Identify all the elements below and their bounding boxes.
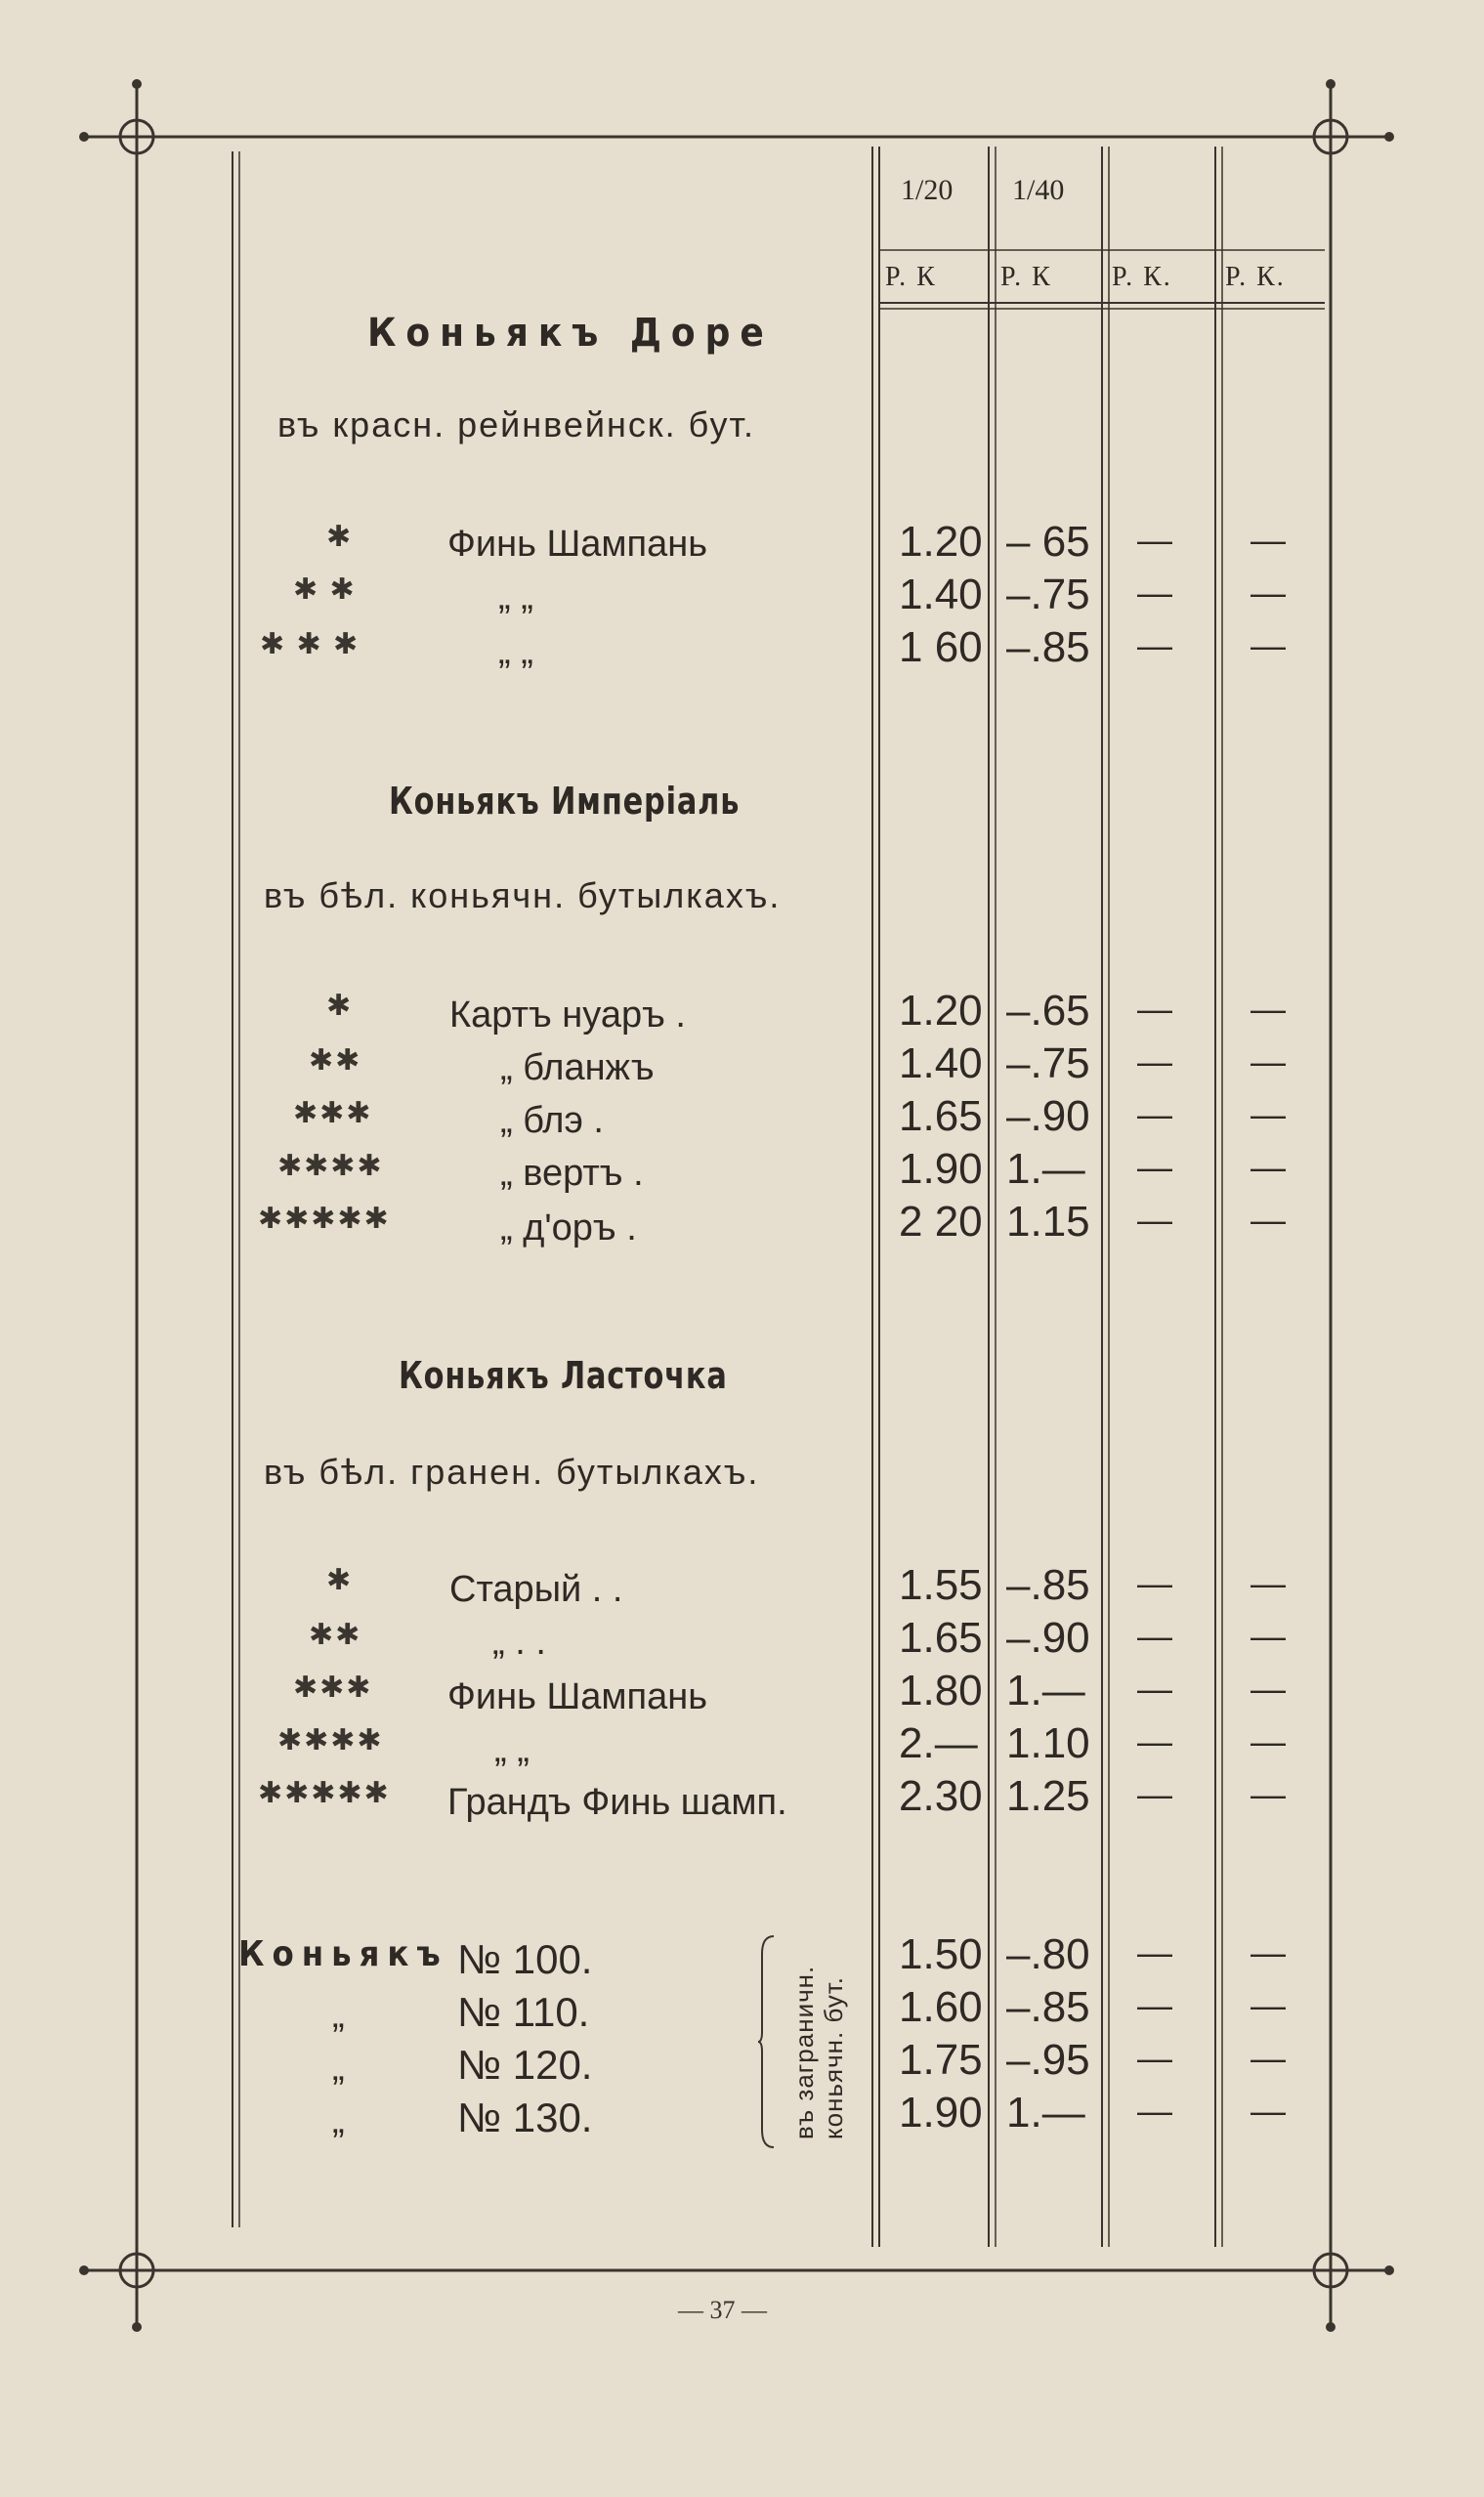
price-1-40: –.80 (1006, 1930, 1090, 1978)
price-1-40: 1.— (1006, 1667, 1085, 1714)
item-name: „ блэ . (500, 1100, 604, 1141)
price-1-40: 1.— (1006, 1145, 1085, 1193)
ditto-mark: „ (332, 2048, 345, 2089)
item-name: „ д'оръ . (500, 1207, 637, 1248)
stars: ✱ (326, 990, 354, 1022)
price-1-20: 1 60 (899, 623, 983, 671)
price-1-40: –.95 (1006, 2036, 1090, 2084)
price-col3: — (1137, 1932, 1172, 1972)
col4-units: Р. К. (1225, 262, 1286, 292)
number-item: № 130. (457, 2095, 593, 2140)
price-col4: — (1251, 1200, 1286, 1240)
section-subtitle: въ красн. рейнвейнск. бут. (277, 404, 755, 444)
col2-units: Р. К (1000, 262, 1052, 292)
price-col3: — (1137, 520, 1172, 560)
col1-fraction: 1/20 (901, 174, 954, 206)
price-col4: — (1251, 1094, 1286, 1134)
price-1-20: 2.30 (899, 1772, 983, 1820)
price-col4: — (1251, 989, 1286, 1029)
item-name: „ вертъ . (500, 1153, 644, 1194)
price-col3: — (1137, 625, 1172, 665)
price-1-20: 1.55 (899, 1561, 983, 1609)
price-col4: — (1251, 520, 1286, 560)
price-col3: — (1137, 572, 1172, 613)
col2-fraction: 1/40 (1012, 174, 1065, 206)
price-1-40: –.65 (1006, 987, 1090, 1035)
ditto-mark: „ (332, 1995, 345, 2036)
price-col3: — (1137, 1147, 1172, 1187)
stars: ✱✱ (309, 1044, 362, 1077)
price-1-20: 1.20 (899, 518, 983, 566)
price-col4: — (1251, 1932, 1286, 1972)
bracket (758, 1934, 778, 2149)
price-1-20: 1.90 (899, 2089, 983, 2137)
bottle-note-line2: коньячн. бут. (819, 1975, 848, 2139)
price-1-20: 2.— (899, 1719, 978, 1767)
price-col3: — (1137, 1041, 1172, 1081)
price-col3: — (1137, 989, 1172, 1029)
item-name: Финь Шампань (447, 524, 708, 565)
stars: ✱✱✱ (293, 1097, 373, 1129)
price-1-40: 1.— (1006, 2089, 1085, 2137)
stars: ✱ (326, 521, 354, 553)
item-name: „ . . (492, 1622, 546, 1663)
price-col4: — (1251, 1563, 1286, 1603)
price-1-40: 1.15 (1006, 1198, 1090, 1246)
number-item: № 110. (457, 1989, 590, 2035)
price-col4: — (1251, 2038, 1286, 2078)
stars: ✱✱ (309, 1619, 362, 1651)
item-name: „ бланжъ (500, 1047, 655, 1088)
price-1-20: 1.40 (899, 1039, 983, 1087)
price-1-20: 1.80 (899, 1667, 983, 1714)
price-1-40: –.85 (1006, 1983, 1090, 2031)
price-1-20: 1.50 (899, 1930, 983, 1978)
stars: ✱✱✱✱✱ (258, 1203, 391, 1235)
item-name: „ „ (498, 576, 533, 617)
price-1-20: 2 20 (899, 1198, 983, 1246)
price-col4: — (1251, 1616, 1286, 1656)
section-subtitle: въ бѣл. гранен. бутылкахъ. (264, 1452, 760, 1492)
stars: ✱✱✱✱ (277, 1724, 384, 1756)
price-1-20: 1.65 (899, 1092, 983, 1140)
price-col4: — (1251, 1041, 1286, 1081)
price-col3: — (1137, 1774, 1172, 1814)
price-1-40: 1.25 (1006, 1772, 1090, 1820)
item-name: Старый . . (449, 1569, 623, 1610)
stars: ✱ ✱ (293, 573, 357, 606)
price-col4: — (1251, 2091, 1286, 2131)
price-1-40: –.85 (1006, 1561, 1090, 1609)
section-subtitle: въ бѣл. коньячн. бутылкахъ. (264, 875, 782, 915)
bottle-note (789, 1938, 848, 2139)
price-col3: — (1137, 1985, 1172, 2025)
price-col3: — (1137, 1094, 1172, 1134)
section-title: Коньякъ Импеpiаль (389, 780, 741, 823)
item-name: „ „ (498, 631, 533, 672)
price-1-20: 1.75 (899, 2036, 983, 2084)
section-title: Коньякъ Доре (367, 311, 774, 356)
item-name: Картъ нуаръ . (449, 995, 686, 1036)
price-1-20: 1.60 (899, 1983, 983, 2031)
price-col3: — (1137, 1616, 1172, 1656)
ditto-mark: „ (332, 2100, 345, 2141)
price-1-20: 1.40 (899, 571, 983, 618)
stars: ✱ ✱ ✱ (260, 628, 360, 660)
price-col4: — (1251, 1147, 1286, 1187)
price-col3: — (1137, 1563, 1172, 1603)
price-col4: — (1251, 625, 1286, 665)
price-1-40: – 65 (1006, 518, 1090, 566)
price-1-40: –.90 (1006, 1092, 1090, 1140)
price-1-40: –.75 (1006, 1039, 1090, 1087)
price-1-40: –.90 (1006, 1614, 1090, 1662)
number-item: № 120. (457, 2042, 593, 2088)
price-col3: — (1137, 2091, 1172, 2131)
price-1-20: 1.65 (899, 1614, 983, 1662)
price-1-40: –.85 (1006, 623, 1090, 671)
price-col3: — (1137, 1721, 1172, 1761)
price-col4: — (1251, 1669, 1286, 1709)
price-col3: — (1137, 1200, 1172, 1240)
price-col3: — (1137, 1669, 1172, 1709)
stars: ✱✱✱✱ (277, 1150, 384, 1182)
col1-units: Р. К (885, 262, 937, 292)
price-1-20: 1.20 (899, 987, 983, 1035)
price-1-20: 1.90 (899, 1145, 983, 1193)
price-col4: — (1251, 572, 1286, 613)
item-name: „ „ (494, 1729, 530, 1770)
stars: ✱ (326, 1564, 354, 1596)
price-col4: — (1251, 1985, 1286, 2025)
item-name: Грандъ Финь шамп. (447, 1782, 787, 1823)
numbered-label: Коньякъ (238, 1934, 448, 1974)
section-title: Коньякъ Ласточка (399, 1354, 728, 1397)
number-item: № 100. (457, 1936, 593, 1982)
price-col4: — (1251, 1774, 1286, 1814)
bottle-note-line1: въ заграничн. (789, 1965, 819, 2139)
price-1-40: 1.10 (1006, 1719, 1090, 1767)
page-number: — 37 — (678, 2296, 767, 2324)
price-col3: — (1137, 2038, 1172, 2078)
price-1-40: –.75 (1006, 571, 1090, 618)
stars: ✱✱✱✱✱ (258, 1777, 391, 1809)
stars: ✱✱✱ (293, 1672, 373, 1704)
item-name: Финь Шампань (447, 1676, 708, 1717)
col3-units: Р. К. (1112, 262, 1172, 292)
price-col4: — (1251, 1721, 1286, 1761)
